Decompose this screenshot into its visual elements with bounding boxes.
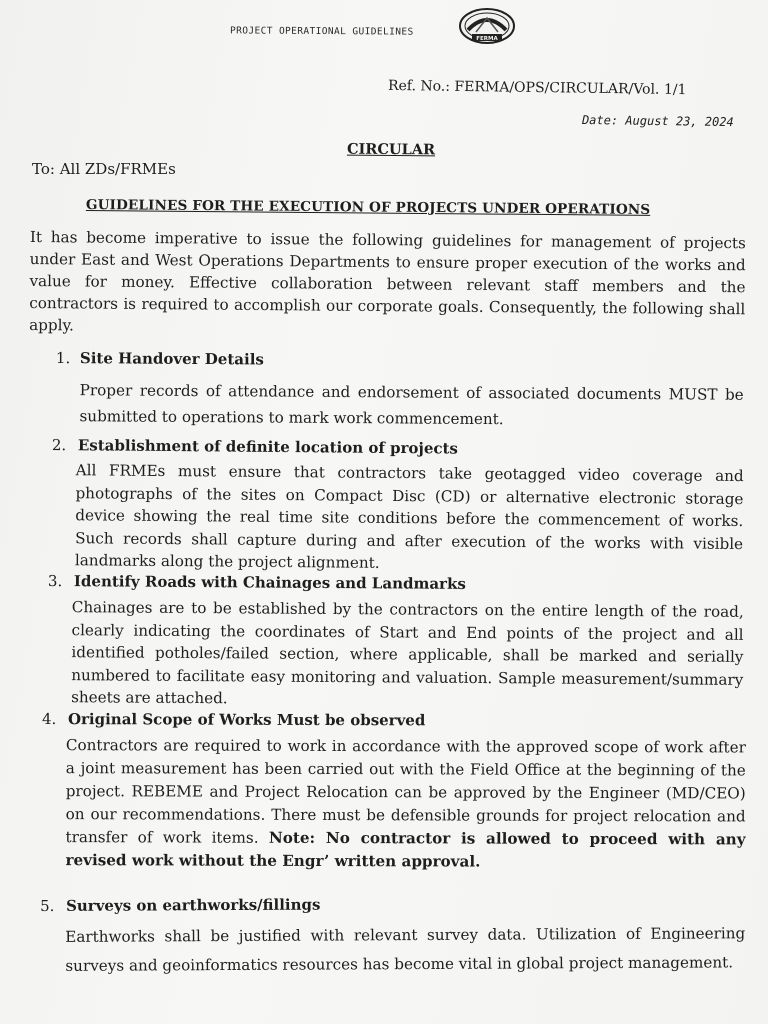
- section-body: [65, 734, 745, 874]
- intro-text: It has become imperative to issue the following guidelines for management of projects under East and West Operations Departments to ensure proper execution of the works and value for money. Effective collaboration between relevant staff members and the contractors is required to accomplish our corporate goals. Consequently, the following shall apply.: [29, 227, 746, 335]
- section-body: Chainages are to be established by the contractors on the entire length of the road, clearly indicating the coordinates of Start and End points of the project and all identified potholes/failed section, where applicable, shall be marked and serially numbered to facilitate easy monitoring and valuation. Sample measurement/summary sheets are attached.: [71, 598, 744, 708]
- section-note: Note: No contractor is allowed to proceed with any revised work without the Engr’ written approval.: [65, 828, 746, 871]
- main-heading: GUIDELINES FOR THE EXECUTION OF PROJECTS UNDER OPERATIONS: [85, 197, 651, 218]
- section-title: Establishment of definite location of projects: [77, 436, 459, 458]
- section-title: Original Scope of Works Must be observed: [67, 710, 426, 730]
- section-title: Site Handover Details: [79, 349, 264, 369]
- section-number: 2.: [51, 436, 67, 455]
- logo-text: FERMA: [476, 36, 498, 42]
- section-number: 4.: [41, 710, 57, 729]
- section-body: All FRMEs must ensure that contractors take geotagged video coverage and photographs of the sites on Compact Disc (CD) or alternative electronic storage device showing the real time site conditions before the commencement of works. Such records shall capture during and after execution of the works with visible landmarks along the project alignment.: [74, 461, 744, 572]
- section-number: 5.: [40, 896, 55, 915]
- header-label: PROJECT OPERATIONAL GUIDELINES: [229, 25, 414, 38]
- section-body-text: Contractors are required to work in accordance with the approved scope of work after a joint measurement has been carried out with the Field Office at the beginning of the project. REBEME and Project Relocation can be approved by the Engineer (MD/CEO) on our recommendations. There must be defensible grounds for project relocation and transfer of work items.: [65, 736, 746, 847]
- section-number: 1.: [55, 349, 71, 368]
- intro-paragraph: [29, 226, 746, 342]
- section-body: Earthworks shall be justified with relevant survey data. Utilization of Engineering surveys and geoinformatics resources has become vital in global project management.: [65, 924, 746, 975]
- section-body: Proper records of attendance and endorsement of associated documents MUST be submitted to operations to mark work commencement.: [79, 381, 744, 429]
- section-title: Identify Roads with Chainages and Landmarks: [73, 572, 466, 593]
- ferma-logo: [458, 6, 516, 48]
- reference-number: Ref. No.: FERMA/OPS/CIRCULAR/Vol. 1/1: [387, 77, 687, 99]
- circular-date: Date: August 23, 2024: [581, 112, 734, 130]
- addressee: To: All ZDs/FRMEs: [32, 160, 176, 178]
- section-number: 3.: [47, 572, 63, 591]
- circular-title: CIRCULAR: [346, 140, 436, 159]
- section-title: Surveys on earthworks/fillings: [65, 895, 321, 915]
